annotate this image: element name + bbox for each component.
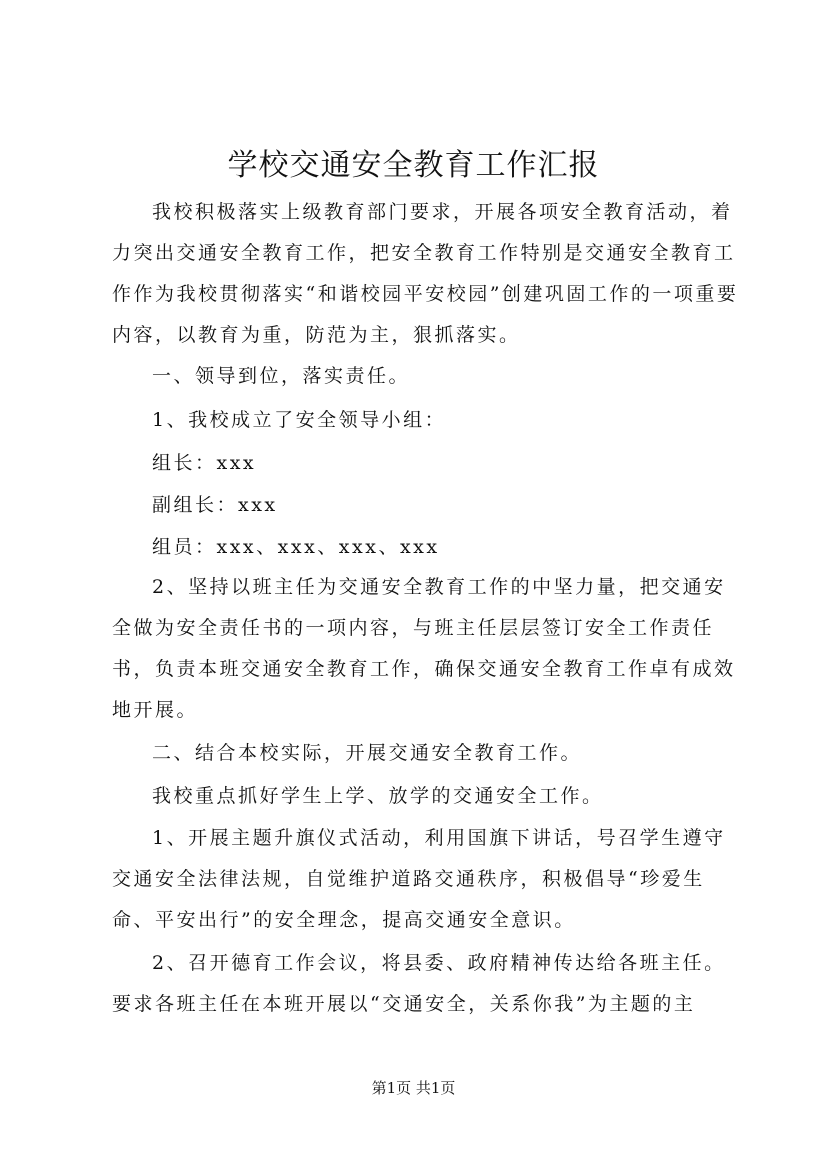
paragraph-focus: 我校重点抓好学生上学、放学的交通安全工作。	[152, 785, 604, 807]
heading-section-1: 一、领导到位，落实责任。	[152, 365, 411, 387]
document-title: 学校交通安全教育工作汇报	[227, 148, 600, 183]
paragraph-item-2: 2、坚持以班主任为交通安全教育工作的中坚力量，把交通安全做为安全责任书的一项内容，与班主任层层签订安全工作责任书，负责本班交通安全教育工作，确保交通安全教育工作卓有成效地开展。	[112, 576, 736, 721]
paragraph-members: 组员：xxx、xxx、xxx、xxx	[152, 536, 440, 558]
page-footer: 第1页 共1页	[371, 1079, 456, 1097]
paragraph-leader: 组长：xxx	[152, 452, 257, 474]
paragraph-intro: 我校积极落实上级教育部门要求，开展各项安全教育活动，着力突出交通安全教育工作，把安全教育工作特别是交通安全教育工作作为我校贯彻落实“和谐校园平安校园”创建巩固工作的一项重要内容，以教育为重，防范为主，狠抓落实。	[112, 201, 739, 346]
paragraph-flag-ceremony: 1、开展主题升旗仪式活动，利用国旗下讲话，号召学生遵守交通安全法律法规，自觉维护道路交通秩序，积极倡导“珍爱生命、平安出行”的安全理念，提高交通安全意识。	[112, 827, 726, 931]
heading-section-2: 二、结合本校实际，开展交通安全教育工作。	[152, 742, 583, 764]
paragraph-deputy-leader: 副组长：xxx	[152, 494, 278, 516]
paragraph-moral-meeting: 2、召开德育工作会议，将县委、政府精神传达给各班主任。要求各班主任在本班开展以“交通安全，关系你我”为主题的主	[112, 952, 726, 1015]
paragraph-item-1: 1、我校成立了安全领导小组：	[152, 409, 447, 431]
